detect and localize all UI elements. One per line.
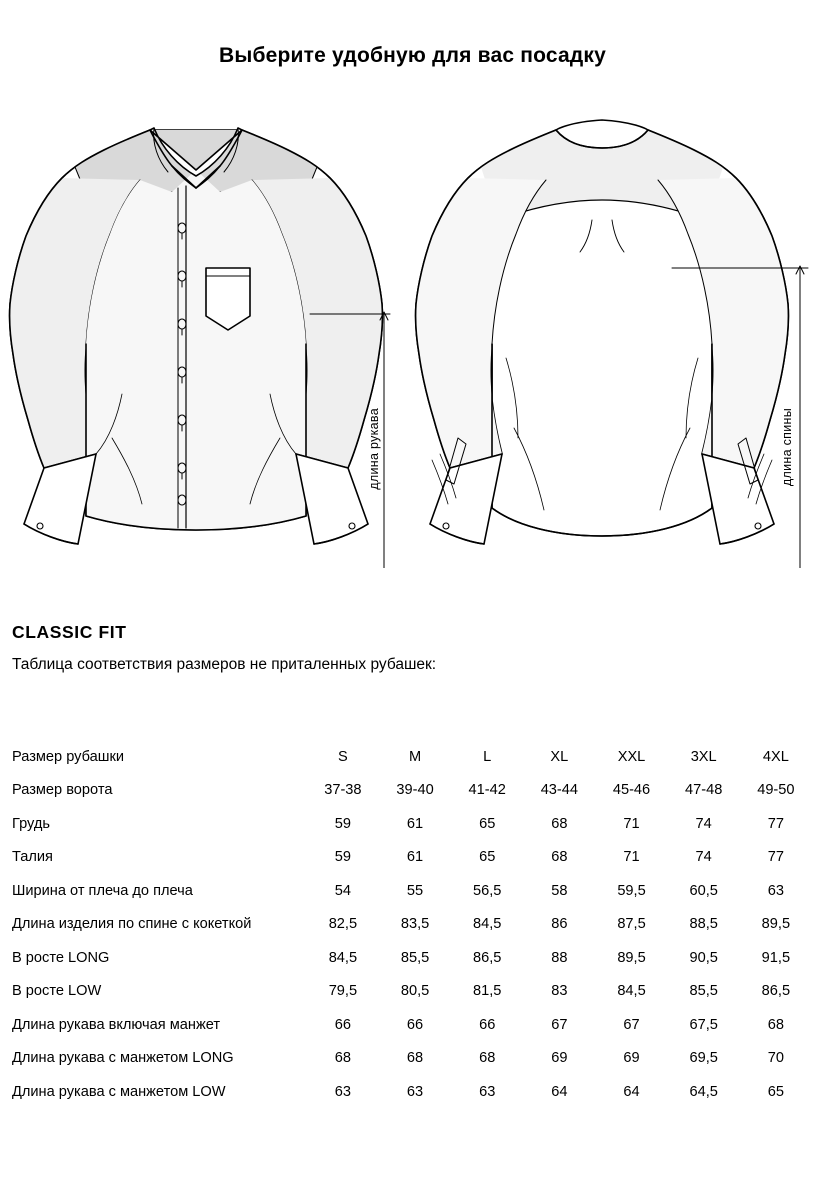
cell: 86,5 — [761, 983, 791, 1000]
column-header-xxl: XXL — [617, 748, 646, 765]
cell: 71 — [623, 849, 640, 866]
cell: 58 — [551, 882, 568, 899]
cell: 68 — [767, 1016, 784, 1033]
fit-description: Таблица соответствия размеров не приталенных рубашек: — [12, 656, 437, 673]
cell: 85,5 — [400, 949, 430, 966]
table-header-row — [12, 740, 812, 774]
row-label: Талия — [12, 849, 53, 866]
cell: 80,5 — [400, 983, 430, 1000]
row-label: Длина рукава с манжетом LOW — [12, 1083, 226, 1100]
size-table-body — [12, 740, 812, 1109]
column-header-4xl: 4XL — [762, 748, 789, 765]
cell: 88,5 — [689, 916, 718, 933]
cell: 61 — [406, 849, 424, 866]
column-header-xl: XL — [550, 748, 569, 765]
row-label: Длина рукава с манжетом LONG — [12, 1050, 234, 1067]
cell: 56,5 — [473, 882, 502, 899]
cell: 59 — [334, 849, 351, 866]
table-row — [12, 1008, 812, 1042]
cell: 67,5 — [689, 1016, 718, 1033]
cell: 67 — [623, 1016, 640, 1033]
cell: 88 — [551, 949, 568, 966]
column-header-m: M — [408, 748, 422, 765]
cell: 89,5 — [617, 949, 646, 966]
cell: 66 — [334, 1016, 351, 1033]
cell: 45-46 — [612, 782, 651, 799]
cell: 77 — [767, 849, 784, 866]
cell: 68 — [406, 1050, 424, 1067]
table-row — [12, 874, 812, 908]
page-title: Выберите удобную для вас посадку — [218, 44, 607, 67]
row-label: В росте LOW — [12, 983, 102, 1000]
row-label: Ширина от плеча до плеча — [12, 882, 193, 899]
table-row — [12, 841, 812, 875]
cell: 64 — [623, 1083, 640, 1100]
cell: 68 — [479, 1050, 496, 1067]
sleeve-length-label: длина рукава — [367, 408, 381, 490]
cell: 89,5 — [761, 916, 791, 933]
table-row — [12, 774, 812, 808]
table-row — [12, 941, 812, 975]
cell: 59,5 — [617, 882, 646, 899]
table-row — [12, 1042, 812, 1076]
shirt-back-view — [416, 120, 789, 544]
cell: 54 — [334, 882, 351, 899]
cell: 67 — [551, 1016, 568, 1033]
cell: 65 — [479, 849, 496, 866]
cell: 84,5 — [473, 916, 502, 933]
cell: 68 — [551, 815, 568, 832]
cell: 49-50 — [757, 782, 795, 799]
cell: 69 — [551, 1050, 568, 1067]
cell: 64 — [551, 1083, 568, 1100]
cell: 61 — [406, 815, 424, 832]
size-table — [12, 740, 812, 1109]
cell: 91,5 — [761, 949, 791, 966]
cell: 66 — [406, 1016, 424, 1033]
cell: 79,5 — [328, 983, 358, 1000]
cell: 85,5 — [689, 983, 718, 1000]
cell: 59 — [334, 815, 351, 832]
table-row — [12, 807, 812, 841]
cell: 77 — [767, 815, 784, 832]
cell: 81,5 — [473, 983, 502, 1000]
cell: 86 — [551, 916, 568, 933]
row-label: Грудь — [12, 815, 50, 832]
table-row — [12, 908, 812, 942]
cell: 66 — [479, 1016, 496, 1033]
shirt-diagram-svg — [0, 108, 825, 568]
row-label: Длина изделия по спине с кокеткой — [12, 916, 252, 933]
cell: 63 — [479, 1083, 496, 1100]
cell: 43-44 — [540, 782, 579, 799]
cell: 83,5 — [400, 916, 430, 933]
cell: 87,5 — [617, 916, 646, 933]
column-header-l: L — [483, 748, 492, 765]
cell: 84,5 — [617, 983, 646, 1000]
column-header-3xl: 3XL — [690, 748, 717, 765]
table-row — [12, 975, 812, 1009]
cell: 82,5 — [328, 916, 358, 933]
cell: 60,5 — [689, 882, 718, 899]
table-row — [12, 1075, 812, 1109]
shirt-front-view — [10, 128, 383, 544]
row-label: В росте LONG — [12, 949, 110, 966]
cell: 63 — [406, 1083, 424, 1100]
cell: 69,5 — [689, 1050, 718, 1067]
fit-name: CLASSIC FIT — [12, 622, 127, 642]
cell: 68 — [334, 1050, 351, 1067]
cell: 37-38 — [324, 782, 362, 799]
cell: 68 — [551, 849, 568, 866]
cell: 65 — [767, 1083, 784, 1100]
cell: 64,5 — [689, 1083, 718, 1100]
cell: 74 — [695, 849, 712, 866]
cell: 83 — [551, 983, 568, 1000]
cell: 55 — [406, 882, 424, 899]
cell: 47-48 — [685, 782, 723, 799]
cell: 74 — [695, 815, 712, 832]
cell: 71 — [623, 815, 640, 832]
cell: 63 — [334, 1083, 351, 1100]
cell: 70 — [767, 1050, 784, 1067]
cell: 39-40 — [396, 782, 434, 799]
row-label: Размер ворота — [12, 782, 113, 799]
cell: 65 — [479, 815, 496, 832]
cell: 69 — [623, 1050, 640, 1067]
cell: 63 — [767, 882, 784, 899]
cell: 90,5 — [689, 949, 718, 966]
row-label: Длина рукава включая манжет — [12, 1016, 221, 1033]
cell: 41-42 — [468, 782, 506, 799]
back-length-label: длина спины — [780, 408, 794, 487]
cell: 86,5 — [473, 949, 502, 966]
table-header-label: Размер рубашки — [12, 748, 125, 765]
cell: 84,5 — [328, 949, 358, 966]
column-header-s: S — [338, 748, 348, 765]
shirt-illustrations — [0, 108, 825, 568]
